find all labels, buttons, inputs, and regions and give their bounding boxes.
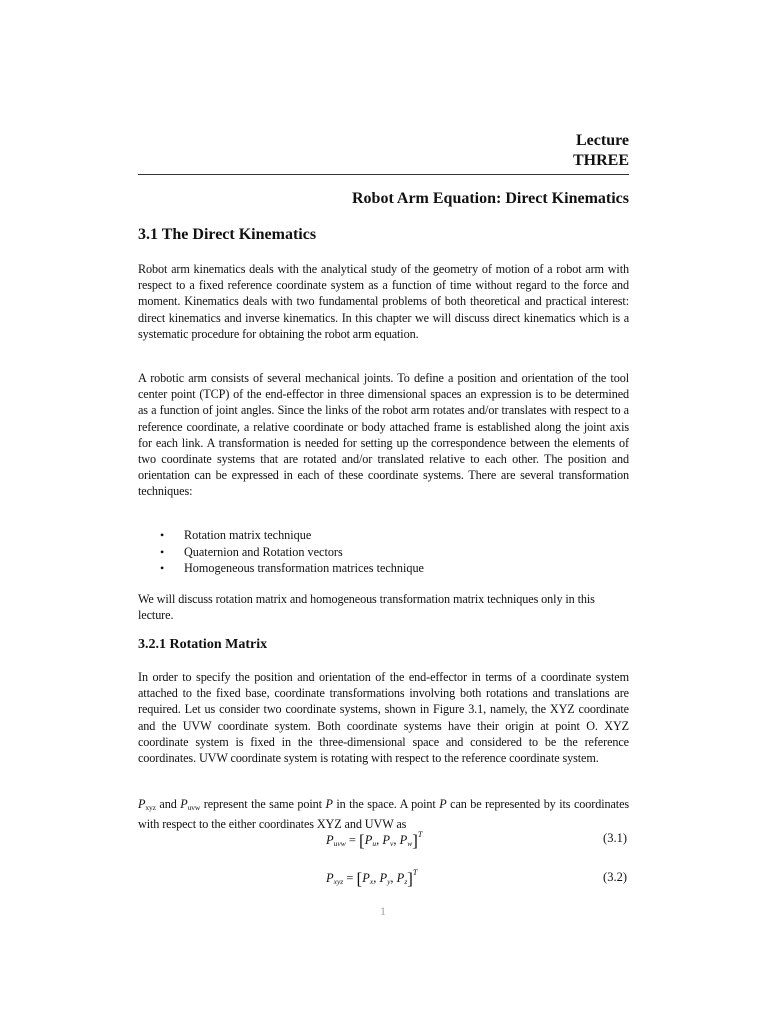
equation-lhs: P [326,833,334,847]
section-title: The Direct Kinematics [161,226,317,243]
list-item [160,560,424,577]
equation-term: P [362,871,370,885]
equation-number: (3.1) [603,831,627,845]
equation-term-sub: z [404,877,408,886]
equation-lhs-sub: uvw [333,839,346,848]
equation-term-sub: x [369,877,374,886]
equation-term: P [396,871,405,885]
point-paragraph [138,796,629,832]
equation-term-sub: u [372,839,377,848]
symbol-p: P [439,797,447,811]
equation-term: P [364,833,373,847]
symbol-sub-xyz: xyz [145,803,156,812]
equation-transpose: T [412,868,418,877]
symbol-p: P [138,797,146,811]
equation-term: P [379,871,388,885]
equation-lhs-sub: xyz [333,877,344,886]
equation-term-sub: v [390,839,394,848]
conjunction: and [159,797,177,811]
bullet-icon: • [160,544,165,559]
list-item-label: Quaternion and Rotation vectors [184,544,343,559]
lecture-number: THREE [572,152,629,169]
equation-transpose: T [417,830,423,839]
lecture-label: Lecture [575,132,629,149]
list-item-label: Homogeneous transformation matrices technique [184,561,424,575]
discuss-paragraph: We will discuss rotation matrix and homogeneous transformation matrix techniques only in this lecture. [138,592,595,623]
robotic-arm-paragraph: A robotic arm consists of several mechanical joints. To define a position and orientation of the tool center point (TCP) of the end-effector in three dimensional spaces an expression is to be determined as a function of joint angles. Since the links of the robot arm rotates and/or translates with respect to a reference coordinate, a relative coordinate or body attached frame is established along the joint axis for each link. A transformation is needed for setting up the correspondence between the elements of two coordinate systems that are rotated and/or translated relative to each other. The position and orientation can be expressed in each of these coordinate systems. There are several transformation techniques: [138,371,629,499]
rotation-paragraph: In order to specify the position and orientation of the end-effector in terms of a coordinate system attached to the fixed base, coordinate transformations involving both rotations and translations are required. Let us consider two coordinate systems, shown in Figure 3.1, namely, the XYZ coordinate and the UVW coordinate system. Both coordinate systems have their origin at point O. XYZ coordinate system is fixed in the three-dimensional space and considered to be the reference coordinates. UVW coordinate system is rotating with respect to the reference coordinate system. [138,670,629,766]
list-item [160,544,424,561]
technique-list [160,527,424,577]
intro-paragraph: Robot arm kinematics deals with the analytical study of the geometry of motion of a robot arm with respect to a fixed reference coordinate system as a function of time without regard to the force and moment. Kinematics deals with two fundamental problems of both theoretical and practical interest: direct kinematics and inverse kinematics. In this chapter we will discuss direct kinematics which is a systematic procedure for obtaining the robot arm equation. [138,262,629,341]
subsection-heading [138,637,267,653]
lecture-header [573,131,629,171]
equation-term-sub: w [407,839,413,848]
symbol-sub-uvw: uvw [187,803,201,812]
list-item [160,527,424,544]
point-text: represent the same point [203,797,322,811]
symbol-p: P [180,797,188,811]
point-text-line2: coordinates with respect to the either coordinates XYZ and UVW as [138,797,630,832]
equation-term-sub: y [387,877,391,886]
equation-term: P [399,833,408,847]
equation-lhs: P [326,871,334,885]
subsection-number: 3.2.1 [138,637,166,652]
equation-3-2: $P_{xyz} = [P_x$, $P_y$, $P_z]^T$ [326,868,418,888]
point-text-end: can be represented by its [450,797,571,811]
point-text-tail: in the space. A point [336,797,436,811]
equation-number: (3.2) [603,870,627,884]
bullet-icon: • [160,561,165,575]
section-heading [138,226,316,244]
subsection-title: Rotation Matrix [169,637,268,652]
bullet-icon: • [160,528,165,542]
chapter-title: Robot Arm Equation: Direct Kinematics [351,190,629,207]
list-item-label: Rotation matrix technique [184,528,312,542]
symbol-p: P [325,797,333,811]
equation-3-1: $P_{uvw} = [P_u$, $P_v$, $P_w]^T$ [326,830,423,850]
section-number: 3.1 [138,226,158,243]
equation-term: P [382,833,390,847]
page-number: 1 [380,904,386,918]
header-divider [138,174,629,175]
